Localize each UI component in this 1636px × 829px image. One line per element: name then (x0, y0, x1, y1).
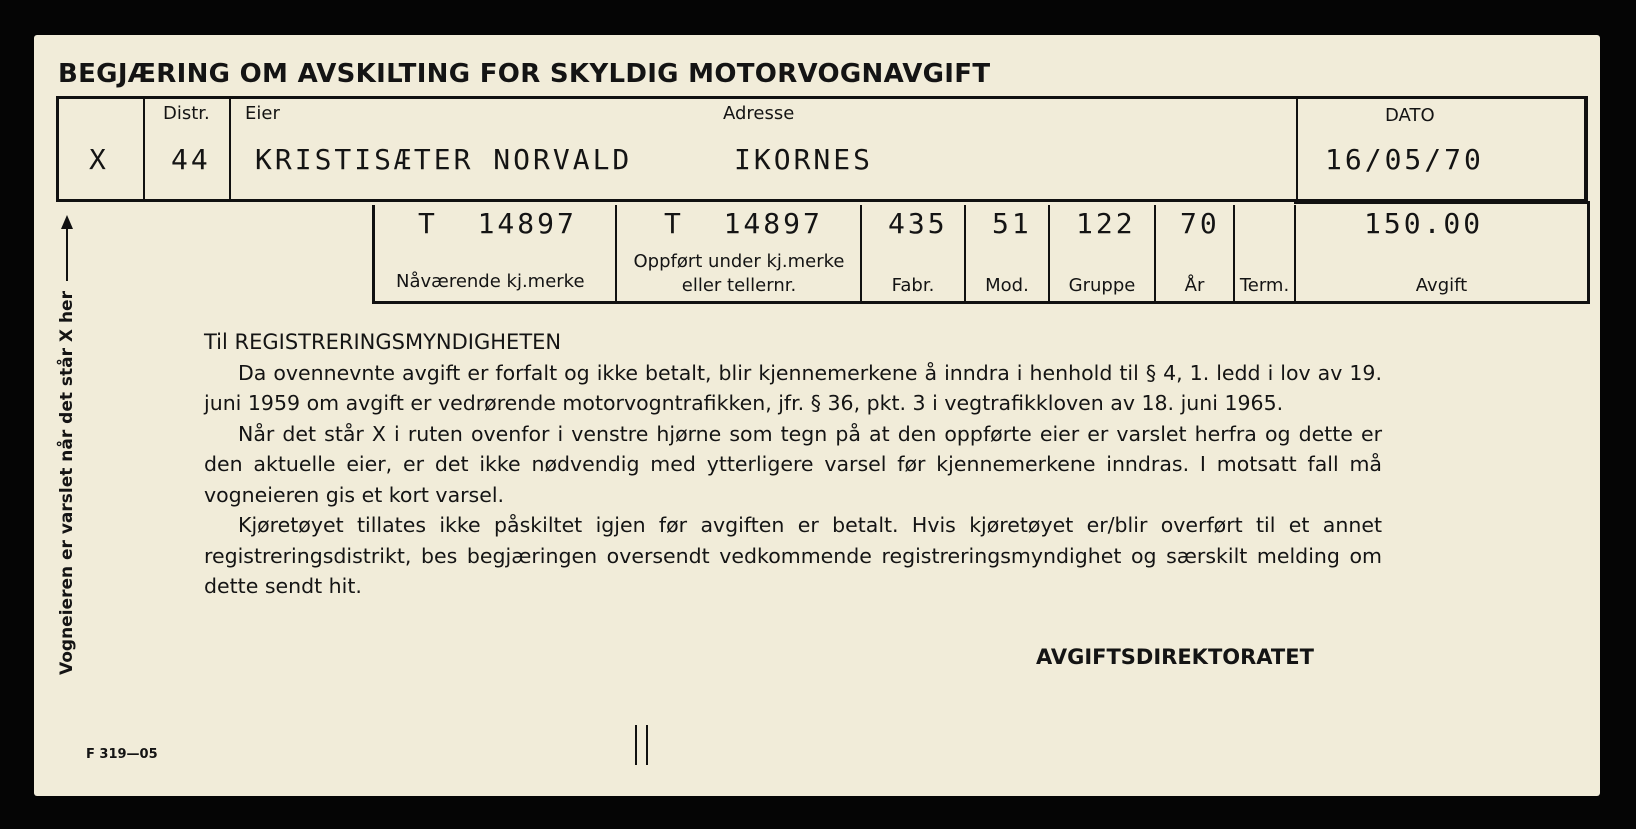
side-note-text: Vogneieren er varslet når det står X her (57, 291, 77, 675)
distr-value: 44 (171, 143, 211, 176)
paragraph-3: Kjøretøyet tillates ikke påskiltet igjen før avgiften er betalt. Hvis kjøretøyet er/blir overført til et annet registreringsdistrikt, bes begjæringen oversendt vedkommende registreringsmyndighet og særskilt melding om dette sendt hit. (204, 513, 1382, 598)
recipient-heading: Til REGISTRERINGSMYNDIGHETEN (204, 330, 562, 354)
current-plate-label: Nåværende kj.merke (396, 271, 585, 292)
arrow-up-icon (61, 215, 73, 229)
avgift-value: 150.00 (1364, 207, 1484, 240)
adresse-value: IKORNES (734, 143, 874, 176)
side-note (55, 215, 79, 675)
mod-label: Mod. (985, 275, 1029, 296)
aar-value: 70 (1180, 207, 1220, 240)
owner-row (56, 96, 1588, 202)
notified-mark: X (89, 143, 109, 176)
dato-value: 16/05/70 (1325, 143, 1484, 176)
registered-plate-value: T 14897 (664, 207, 823, 240)
aar-label: År (1184, 275, 1205, 296)
divider (372, 301, 1590, 304)
gruppe-value: 122 (1076, 207, 1136, 240)
eier-label: Eier (245, 103, 280, 124)
divider (372, 205, 375, 304)
registered-plate-label-2: eller tellernr. (681, 275, 797, 296)
current-plate-value: T 14897 (418, 207, 577, 240)
dato-label: DATO (1385, 105, 1435, 126)
gruppe-label: Gruppe (1068, 275, 1136, 296)
eier-value: KRISTISÆTER NORVALD (255, 143, 633, 176)
form-number: F 319—05 (86, 747, 158, 762)
body-text (204, 327, 1382, 602)
fabr-label: Fabr. (891, 275, 935, 296)
perforation-mark (635, 725, 637, 765)
signature: AVGIFTSDIREKTORATET (1036, 645, 1314, 669)
adresse-label: Adresse (723, 103, 795, 124)
perforation-mark (646, 725, 648, 765)
mod-value: 51 (992, 207, 1032, 240)
divider (1587, 201, 1590, 304)
arrow-line (66, 229, 68, 281)
divider (1296, 99, 1298, 199)
paragraph-2: Når det står X i ruten ovenfor i venstre hjørne som tegn på at den oppførte eier er varslet herfra og dette er den aktuelle eier, er det ikke nødvendig med ytterligere varsel før kjennemerkene inndras. I motsatt fall må vogneieren gis et kort varsel. (204, 421, 1382, 507)
form-title: BEGJÆRING OM AVSKILTING FOR SKYLDIG MOTORVOGNAVGIFT (58, 59, 991, 89)
tax-form-card (34, 35, 1600, 796)
registered-plate-label: Oppført under kj.merke (633, 251, 845, 272)
divider (143, 99, 145, 199)
distr-label: Distr. (163, 103, 210, 124)
paragraph-1: Da ovennevnte avgift er forfalt og ikke betalt, blir kjennemerkene å inndra i henhold til § 4, 1. ledd i lov av 19. juni 1959 om avgift er vedrørende motorvogntrafikken, jfr. § 36, pkt. 3 i vegtrafikkloven av 18. juni 1965. (204, 360, 1382, 415)
divider (229, 99, 231, 199)
fabr-value: 435 (888, 207, 948, 240)
avgift-label: Avgift (1415, 275, 1468, 296)
divider (1294, 201, 1590, 204)
term-label: Term. (1239, 275, 1290, 296)
